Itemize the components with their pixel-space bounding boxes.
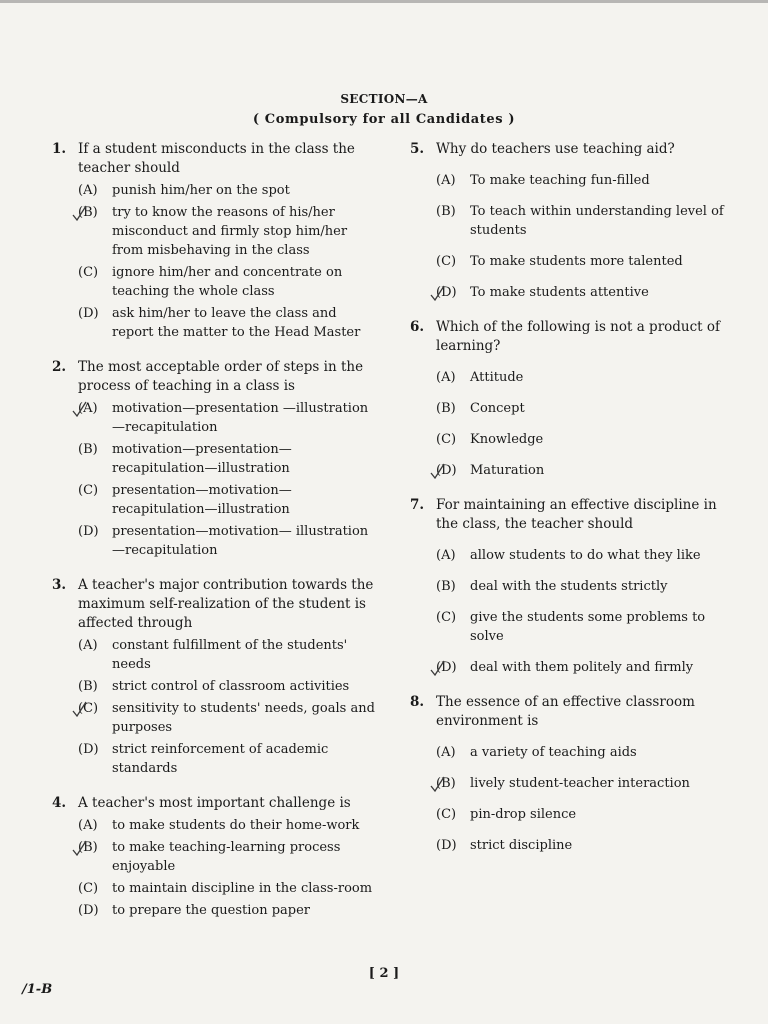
option-label [436,743,470,762]
answer-option[interactable] [436,202,740,240]
option-label [78,203,112,260]
answer-option[interactable] [78,481,378,519]
checkmark-icon [430,660,446,676]
option-letter: (C) [436,610,457,625]
answer-option[interactable] [78,677,378,696]
option-text: give the students some problems to solve [470,610,706,644]
option-letter: (B) [78,840,98,855]
option-label [436,608,470,646]
option-label [436,368,470,387]
option-text: pin-drop silence [470,807,577,822]
question-text: A teacher's most important challenge is [78,795,351,811]
option-label [78,699,112,737]
answer-option[interactable] [436,283,740,302]
option-text: ignore him/her and concentrate on teaching the whole class [112,265,343,299]
option-text: to maintain discipline in the class-room [112,881,373,896]
option-label [78,901,112,920]
option-label [436,774,470,793]
option-letter: (A) [78,183,98,198]
option-text: To make students more talented [470,254,683,269]
checkmark-icon [72,840,88,856]
option-letter: (C) [436,432,457,447]
option-label [436,577,470,596]
question-stem [52,358,378,396]
option-text: presentation—motivation— recapitulation—illustration [112,483,292,517]
option-letter: (B) [436,401,456,416]
option-letter: (D) [78,306,99,321]
answer-option[interactable] [78,838,378,876]
option-label [78,399,112,437]
option-text: motivation—presentation— recapitulation—illustration [112,442,292,476]
option-text: Attitude [470,370,524,385]
option-text: try to know the reasons of his/her misconduct and firmly stop him/her from misbehaving in the class [112,205,348,258]
answer-option[interactable] [436,658,740,677]
answer-option[interactable] [78,901,378,920]
option-letter: (A) [436,745,456,760]
option-label [436,461,470,480]
question-stem [410,693,740,731]
checkmark-icon [430,776,446,792]
option-label [78,677,112,696]
option-label [78,481,112,519]
option-letter: (C) [78,881,99,896]
option-text: lively student-teacher interaction [470,776,690,791]
question-number: 1. [52,141,67,157]
option-label [436,171,470,190]
option-text: presentation—motivation— illustration—recapitulation [112,524,369,558]
option-letter: (C) [78,483,99,498]
question-stem [52,140,378,178]
section-subtitle: ( Compulsory for all Candidates ) [252,112,516,127]
question-text: A teacher's major contribution towards the maximum self-realization of the student is affected through [78,577,374,631]
option-text: To teach within understanding level of students [470,204,724,238]
option-letter: (B) [436,579,456,594]
option-label [436,430,470,449]
question-number: 3. [52,577,67,593]
option-text: deal with the students strictly [470,579,668,594]
option-label [436,836,470,855]
option-letter: (D) [436,660,457,675]
answer-option[interactable] [436,399,740,418]
question-stem [52,794,378,813]
option-letter: (A) [436,370,456,385]
question-block [410,496,740,677]
question-stem [410,496,740,534]
option-label [436,252,470,271]
option-text: Maturation [470,463,545,478]
page-number: [ 2 ] [368,966,400,981]
answer-option[interactable] [436,368,740,387]
option-label [78,440,112,478]
answer-option[interactable] [436,546,740,565]
answer-option[interactable] [436,461,740,480]
question-stem [410,140,740,159]
question-text: Why do teachers use teaching aid? [436,141,675,157]
option-label [78,740,112,778]
question-text: The most acceptable order of steps in the process of teaching in a class is [78,359,364,394]
paper-code: /1-B [22,982,53,997]
option-text: to prepare the question paper [112,903,311,918]
option-label [436,658,470,677]
question-block [52,794,378,920]
option-letter: (A) [436,173,456,188]
question-number: 7. [410,497,425,513]
option-label [436,399,470,418]
answer-option[interactable] [78,399,378,437]
checkmark-icon [430,463,446,479]
option-text: punish him/her on the spot [112,183,290,198]
question-stem [52,576,378,633]
question-block [410,318,740,480]
answer-option[interactable] [78,304,378,342]
option-letter: (B) [78,442,98,457]
answer-option[interactable] [78,816,378,835]
option-letter: (B) [78,205,98,220]
option-text: motivation—presentation —illustration—recapitulation [112,401,369,435]
question-text: For maintaining an effective discipline in the class, the teacher should [436,497,717,532]
answer-option[interactable] [78,203,378,260]
option-letter: (A) [78,401,98,416]
answer-option[interactable] [436,171,740,190]
option-label [78,263,112,301]
answer-option[interactable] [436,577,740,596]
option-label [78,181,112,200]
answer-option[interactable] [78,440,378,478]
question-number: 4. [52,795,67,811]
answer-option[interactable] [436,743,740,762]
answer-option[interactable] [78,699,378,737]
option-text: to make teaching-learning process enjoyable [112,840,341,874]
question-stem [410,318,740,356]
section-title: SECTION—A [340,92,428,106]
answer-option[interactable] [436,430,740,449]
option-text: strict control of classroom activities [112,679,350,694]
option-label [436,546,470,565]
answer-option[interactable] [78,879,378,898]
answer-option[interactable] [78,522,378,560]
checkmark-icon [72,701,88,717]
option-letter: (C) [436,807,457,822]
answer-option[interactable] [78,636,378,674]
question-block [52,576,378,778]
option-text: To make teaching fun-filled [470,173,650,188]
option-label [78,522,112,560]
option-text: To make students attentive [470,285,649,300]
option-letter: (C) [436,254,457,269]
option-label [78,304,112,342]
option-text: strict discipline [470,838,573,853]
question-number: 5. [410,141,425,157]
option-letter: (C) [78,265,99,280]
option-text: deal with them politely and firmly [470,660,694,675]
option-label [78,816,112,835]
option-letter: (D) [436,285,457,300]
question-text: If a student misconducts in the class the teacher should [78,141,355,176]
checkmark-icon [430,285,446,301]
option-label [78,636,112,674]
option-letter: (A) [78,638,98,653]
option-text: Concept [470,401,525,416]
option-letter: (B) [436,204,456,219]
answer-option[interactable] [436,774,740,793]
question-text: Which of the following is not a product of learning? [436,319,721,354]
question-block [52,140,378,342]
option-text: ask him/her to leave the class and report the matter to the Head Master [112,306,361,340]
option-text: strict reinforcement of academic standards [112,742,329,776]
top-border-line [0,0,768,3]
option-letter: (B) [436,776,456,791]
option-letter: (A) [436,548,456,563]
checkmark-icon [72,401,88,417]
answer-option[interactable] [436,805,740,824]
question-text: The essence of an effective classroom environment is [436,694,695,729]
answer-option[interactable] [436,608,740,646]
option-letter: (D) [436,463,457,478]
question-number: 6. [410,319,425,335]
option-label [436,805,470,824]
option-label [436,202,470,240]
option-label [436,283,470,302]
option-letter: (A) [78,818,98,833]
option-letter: (D) [78,742,99,757]
option-text: a variety of teaching aids [470,745,637,760]
question-block [410,140,740,302]
answer-option[interactable] [78,181,378,200]
checkmark-icon [72,205,88,221]
option-letter: (B) [78,679,98,694]
left-column [52,140,378,936]
option-text: allow students to do what they like [470,548,701,563]
answer-option[interactable] [78,740,378,778]
right-column [410,140,740,871]
answer-option[interactable] [436,836,740,855]
option-label [78,838,112,876]
section-header [0,92,768,127]
option-letter: (C) [78,701,99,716]
option-text: Knowledge [470,432,544,447]
answer-option[interactable] [78,263,378,301]
question-number: 8. [410,694,425,710]
answer-option[interactable] [436,252,740,271]
question-block [410,693,740,855]
option-text: sensitivity to students' needs, goals and purposes [112,701,375,735]
option-letter: (D) [436,838,457,853]
option-letter: (D) [78,903,99,918]
option-letter: (D) [78,524,99,539]
question-block [52,358,378,560]
option-label [78,879,112,898]
option-text: constant fulfillment of the students' needs [112,638,348,672]
option-text: to make students do their home-work [112,818,360,833]
question-number: 2. [52,359,67,375]
